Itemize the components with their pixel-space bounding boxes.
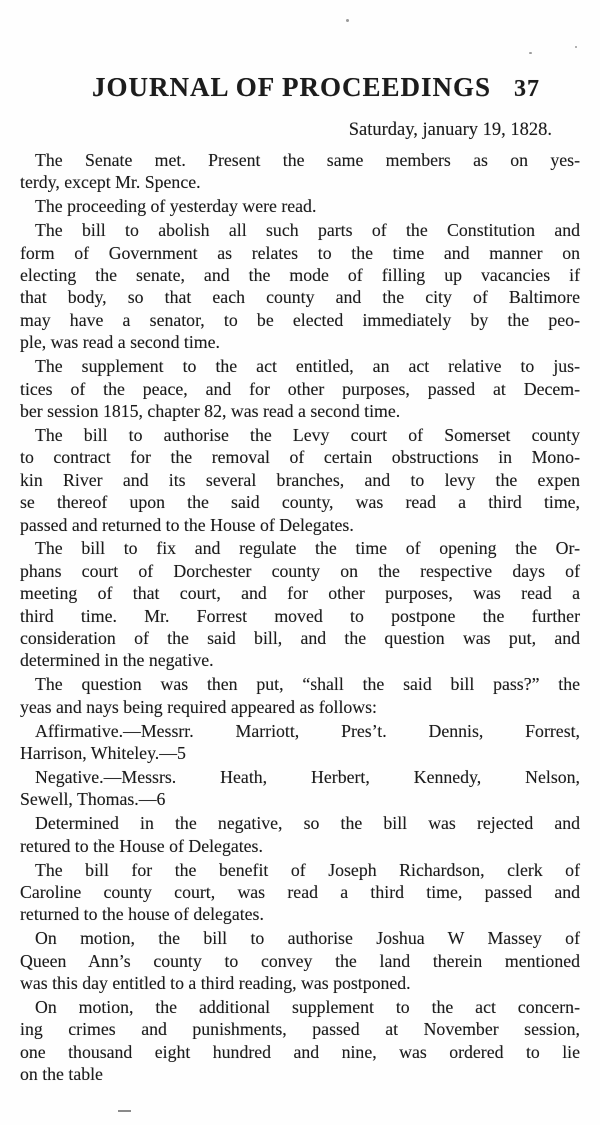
text-line: ber session 1815, chapter 82, was read a second time. bbox=[20, 400, 401, 421]
text-line: determined in the negative. bbox=[20, 650, 214, 671]
dateline: Saturday, january 19, 1828. bbox=[348, 120, 552, 140]
page-title: JOURNAL OF PROCEEDINGS bbox=[92, 72, 492, 102]
text-line: Affirmative.—Messrr. Marriott, Pres’t. Dennis, Forrest, bbox=[35, 720, 580, 741]
end-of-page-dash bbox=[118, 1110, 131, 1112]
text-line: The bill to fix and regulate the time of opening the Or- bbox=[35, 538, 580, 559]
paragraph bbox=[20, 720, 580, 765]
text-line: third time. Mr. Forrest moved to postpone the further bbox=[20, 605, 580, 626]
paragraph bbox=[20, 766, 580, 811]
text-line: The supplement to the act entitled, an act relative to jus- bbox=[35, 356, 580, 377]
text-line: On motion, the additional supplement to the act concern- bbox=[35, 997, 580, 1018]
text-line: The bill to authorise the Levy court of Somerset county bbox=[35, 424, 580, 445]
text-line: tices of the peace, and for other purposes, passed at Decem- bbox=[20, 378, 580, 399]
text-line: On motion, the bill to authorise Joshua W Massey of bbox=[35, 928, 580, 949]
text-line: form of Government as relates to the time and manner on bbox=[20, 242, 580, 263]
text-line: may have a senator, to be elected immediately by the peo- bbox=[20, 309, 580, 330]
text-line: The Senate met. Present the same members as on yes- bbox=[35, 150, 580, 170]
text-line: on the table bbox=[20, 1064, 103, 1085]
text-line: kin River and its several branches, and to levy the expen bbox=[20, 469, 580, 490]
text-line: Sewell, Thomas.—6 bbox=[20, 789, 166, 810]
text-line: Harrison, Whiteley.—5 bbox=[20, 743, 186, 764]
text-line: returned to the house of delegates. bbox=[20, 904, 264, 925]
scan-speck bbox=[529, 52, 532, 54]
text-line: ple, was read a second time. bbox=[20, 332, 220, 353]
page-number: 37 bbox=[514, 76, 540, 102]
text-line: The bill to abolish all such parts of the Constitution and bbox=[35, 220, 580, 241]
paragraph bbox=[20, 537, 580, 671]
text-line: was this day entitled to a third reading, was postponed. bbox=[20, 973, 411, 994]
text-line: The bill for the benefit of Joseph Richardson, clerk of bbox=[35, 859, 580, 880]
paragraph bbox=[20, 859, 580, 926]
text-line: Negative.—Messrs. Heath, Herbert, Kennedy, Nelson, bbox=[35, 766, 580, 787]
paragraph bbox=[20, 219, 580, 353]
text-line: one thousand eight hundred and nine, was ordered to lie bbox=[20, 1041, 580, 1062]
body-text bbox=[20, 149, 580, 1086]
page-header bbox=[0, 0, 600, 103]
text-line: Caroline county court, was read a third time, passed and bbox=[20, 882, 580, 902]
paragraph bbox=[20, 424, 580, 536]
text-line: to contract for the removal of certain obstructions in Mono- bbox=[20, 447, 580, 468]
text-line: The question was then put, “shall the said bill pass?” the bbox=[35, 674, 580, 695]
text-line: that body, so that each county and the city of Baltimore bbox=[20, 287, 580, 308]
paragraph bbox=[20, 996, 580, 1086]
text-line: retured to the House of Delegates. bbox=[20, 835, 263, 856]
scan-speck bbox=[346, 19, 349, 22]
scan-speck bbox=[575, 46, 577, 48]
paragraph bbox=[20, 355, 580, 422]
paragraph bbox=[20, 195, 580, 217]
text-line: passed and returned to the House of Delegates. bbox=[20, 514, 354, 535]
text-line: phans court of Dorchester county on the respective days of bbox=[20, 560, 580, 581]
paragraph bbox=[20, 149, 580, 194]
text-line: The proceeding of yesterday were read. bbox=[35, 196, 317, 217]
text-line: ing crimes and punishments, passed at November session, bbox=[20, 1019, 580, 1040]
text-line: electing the senate, and the mode of filling up vacancies if bbox=[20, 265, 580, 286]
text-line: Determined in the negative, so the bill was rejected and bbox=[35, 813, 580, 834]
text-line: terdy, except Mr. Spence. bbox=[20, 172, 201, 193]
text-line: se thereof upon the said county, was read a third time, bbox=[20, 492, 580, 513]
paragraph bbox=[20, 927, 580, 994]
text-line: Queen Ann’s county to convey the land therein mentioned bbox=[20, 950, 580, 971]
text-line: consideration of the said bill, and the question was put, and bbox=[20, 628, 580, 649]
paragraph bbox=[20, 673, 580, 718]
paragraph bbox=[20, 812, 580, 857]
text-line: meeting of that court, and for other purposes, was read a bbox=[20, 583, 580, 604]
text-line: yeas and nays being required appeared as follows: bbox=[20, 696, 377, 717]
